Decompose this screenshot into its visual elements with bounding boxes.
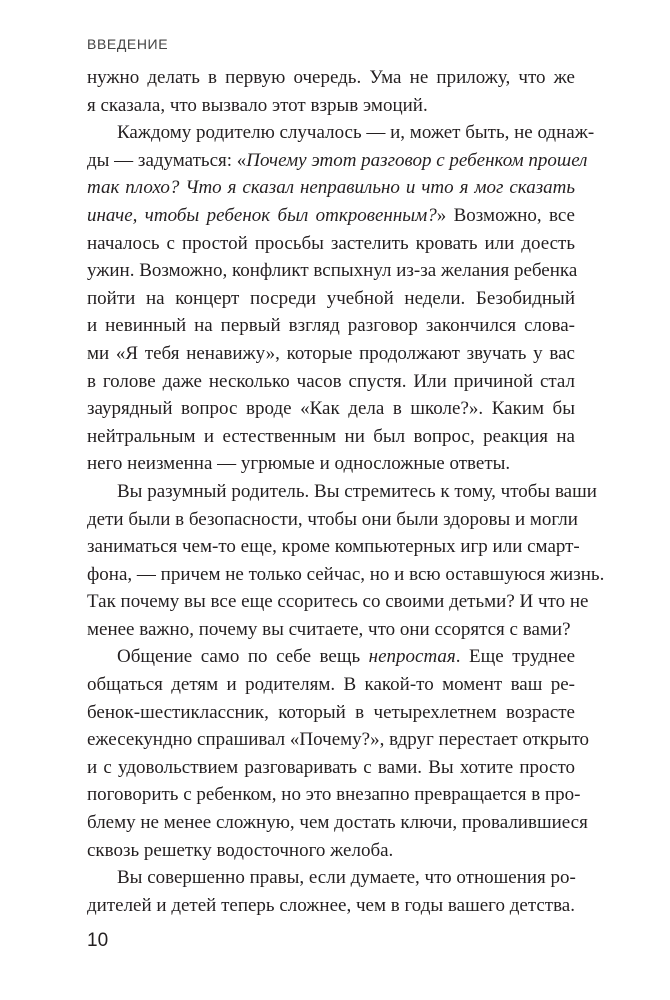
text-line	[87, 423, 575, 451]
text-line	[87, 781, 581, 809]
text-line	[87, 285, 575, 313]
text-line	[87, 257, 578, 285]
text-run: заниматься чем-то еще, кроме компьютерных игр или смарт-	[87, 536, 580, 558]
text-line	[87, 561, 605, 589]
body-text	[87, 64, 605, 919]
text-run: общаться детям и родителям. В какой-то момент ваш ре-	[87, 674, 575, 696]
text-run: ежесекундно спрашивал «Почему?», вдруг перестает открыто	[87, 729, 590, 751]
text-run: я сказала, что вызвало этот взрыв эмоций.	[87, 94, 428, 116]
text-line	[87, 147, 588, 175]
text-run: » Возможно, все	[436, 204, 575, 226]
text-line	[87, 809, 588, 837]
text-line	[87, 450, 575, 478]
text-line	[87, 202, 575, 230]
text-run: началось с простой просьбы застелить кровать или доесть	[87, 232, 575, 254]
text-line	[87, 230, 575, 258]
text-run: Каждому родителю случалось — и, может быть, не однаж-	[117, 122, 595, 144]
text-run: поговорить с ребенком, но это внезапно превращается в про-	[87, 784, 581, 806]
text-run: Общение само по себе вещь	[117, 646, 369, 668]
text-line	[87, 616, 575, 644]
text-line	[87, 754, 575, 782]
paragraph	[87, 643, 590, 864]
text-line	[87, 699, 575, 727]
paragraph	[87, 478, 605, 644]
text-line	[87, 837, 575, 865]
text-line	[87, 174, 575, 202]
text-run: нейтральным и естественным ни был вопрос, реакция на	[87, 425, 575, 447]
text-run: ужин. Возможно, конфликт вспыхнул из-за желания ребенка	[87, 260, 578, 282]
text-line	[87, 864, 575, 892]
text-run: в голове даже несколько часов спустя. Или причиной стал	[87, 370, 575, 392]
text-line	[87, 478, 597, 506]
text-run: него неизменна — угрюмые и односложные ответы.	[87, 453, 511, 475]
text-run: сквозь решетку водосточного желоба.	[87, 839, 394, 861]
text-run: нужно делать в первую очередь. Ума не приложу, что же	[87, 67, 575, 88]
text-run: . Еще труднее	[455, 646, 576, 668]
text-line	[87, 671, 575, 699]
text-line	[87, 395, 575, 423]
text-line	[87, 588, 589, 616]
text-line	[87, 892, 575, 920]
text-run: фона, — причем не только сейчас, но и всю оставшуюся жизнь.	[87, 563, 605, 585]
text-run: Вы разумный родитель. Вы стремитесь к тому, чтобы ваши	[117, 480, 597, 502]
text-line	[87, 340, 575, 368]
text-line	[87, 726, 590, 754]
paragraph	[87, 64, 575, 119]
text-run: Вы совершенно правы, если думаете, что отношения ро-	[117, 867, 576, 889]
text-run: заурядный вопрос вроде «Как дела в школе?». Каким бы	[87, 398, 575, 420]
text-run: Так почему вы все еще ссоритесь со своими детьми? И что не	[87, 591, 589, 613]
text-line	[87, 119, 595, 147]
running-head: ВВЕДЕНИЕ	[87, 36, 169, 52]
text-line	[87, 312, 575, 340]
text-run: ды — задуматься: «	[87, 149, 247, 171]
text-run: блему не менее сложную, чем достать ключи, провалившиеся	[87, 812, 588, 834]
text-line	[87, 64, 575, 92]
text-run: дителей и детей теперь сложнее, чем в годы вашего детства.	[87, 894, 575, 916]
text-run: пойти на концерт посреди учебной недели. Безобидный	[87, 287, 575, 309]
page-number: 10	[87, 930, 109, 951]
italic-text: так плохо? Что я сказал неправильно и что я мог сказать	[87, 177, 575, 199]
text-line	[87, 506, 578, 534]
paragraph	[87, 864, 575, 919]
text-line	[87, 533, 580, 561]
text-run: и с удовольствием разговаривать с вами. Вы хотите просто	[87, 756, 575, 778]
italic-text: непростая	[368, 646, 456, 668]
text-line	[87, 92, 575, 120]
text-run: ми «Я тебя ненавижу», которые продолжают звучать у вас	[87, 342, 575, 364]
text-run: бенок-шестиклассник, который в четырехлетнем возрасте	[87, 701, 575, 723]
italic-text: Почему этот разговор с ребенком прошел	[246, 149, 588, 171]
text-run: менее важно, почему вы считаете, что они ссорятся с вами?	[87, 618, 571, 640]
text-line	[87, 368, 575, 396]
paragraph	[87, 119, 595, 478]
text-run: дети были в безопасности, чтобы они были здоровы и могли	[87, 508, 578, 530]
text-run: и невинный на первый взгляд разговор закончился слова-	[87, 315, 575, 337]
text-line	[87, 643, 575, 671]
italic-text: иначе, чтобы ребенок был откровенным?	[87, 204, 437, 226]
